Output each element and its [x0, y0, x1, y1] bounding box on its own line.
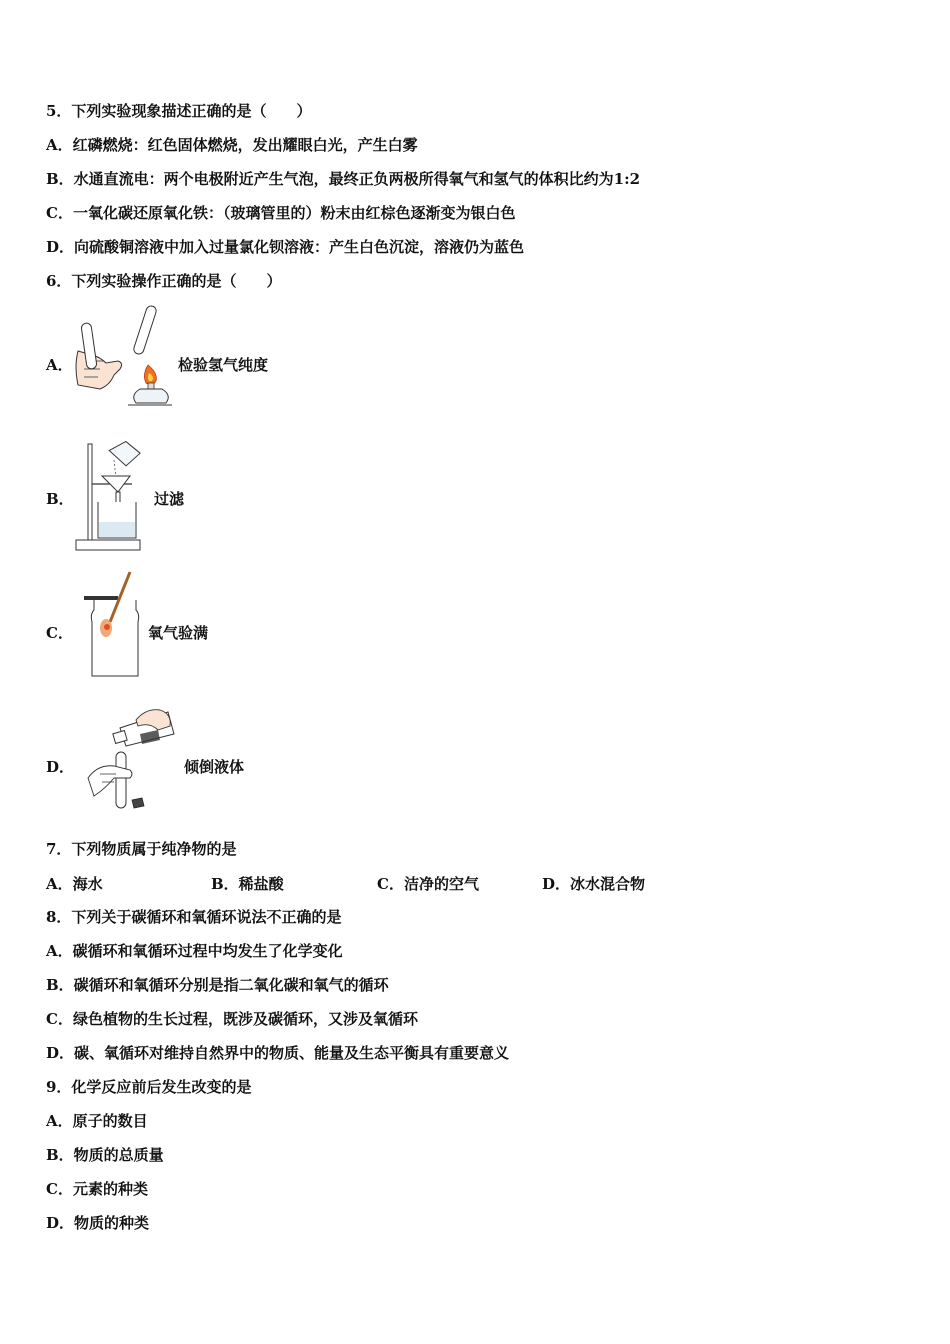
q5-stem: 5．下列实验现象描述正确的是（ ）: [46, 102, 312, 120]
q7-option-c: C．洁净的空气: [377, 875, 479, 893]
q9-option-b: B．物质的总质量: [46, 1146, 164, 1164]
q8-option-a: A．碳循环和氧循环过程中均发生了化学变化: [46, 942, 343, 960]
q8-option-c: C．绿色植物的生长过程，既涉及碳循环，又涉及氧循环: [46, 1010, 418, 1028]
q5-option-c: C．一氧化碳还原氧化铁：（玻璃管里的）粉末由红棕色逐渐变为银白色: [46, 204, 516, 222]
q9-option-a: A．原子的数目: [46, 1112, 148, 1130]
q6-option-c-letter: C．: [46, 624, 73, 642]
q7-stem: 7．下列物质属于纯净物的是: [46, 840, 237, 858]
q6-option-d-caption: 倾倒液体: [184, 758, 245, 776]
q7-option-d: D．冰水混合物: [542, 875, 646, 893]
q9-option-d: D．物质的种类: [46, 1214, 150, 1232]
q8-option-b: B．碳循环和氧循环分别是指二氧化碳和氧气的循环: [46, 976, 389, 994]
hydrogen-purity-test-illustration: [70, 303, 175, 410]
q6-option-d-letter: D．: [46, 758, 75, 776]
q6-option-b-caption: 过滤: [154, 490, 185, 508]
q5-option-a: A．红磷燃烧：红色固体燃烧，发出耀眼白光，产生白雾: [46, 136, 418, 154]
pouring-liquid-illustration: [80, 700, 180, 815]
q6-option-a-letter: A．: [46, 356, 73, 374]
q9-stem: 9．化学反应前后发生改变的是: [46, 1078, 252, 1096]
oxygen-full-test-illustration: [82, 570, 142, 680]
q6-stem: 6．下列实验操作正确的是（ ）: [46, 272, 282, 290]
q7-option-b: B．稀盐酸: [211, 875, 284, 893]
q9-option-c: C．元素的种类: [46, 1180, 148, 1198]
q5-option-d: D．向硫酸铜溶液中加入过量氯化钡溶液：产生白色沉淀，溶液仍为蓝色: [46, 238, 525, 256]
q7-option-a: A．海水: [46, 875, 103, 893]
q6-option-b-letter: B．: [46, 490, 74, 508]
q8-stem: 8．下列关于碳循环和氧循环说法不正确的是: [46, 908, 342, 926]
q6-option-a-caption: 检验氢气纯度: [178, 356, 269, 374]
q6-option-c-caption: 氧气验满: [148, 624, 209, 642]
filtration-illustration: [74, 440, 154, 555]
q5-option-b: B．水通直流电：两个电极附近产生气泡，最终正负两极所得氧气和氢气的体积比约为1:2: [46, 170, 641, 188]
q8-option-d: D．碳、氧循环对维持自然界中的物质、能量及生态平衡具有重要意义: [46, 1044, 510, 1062]
